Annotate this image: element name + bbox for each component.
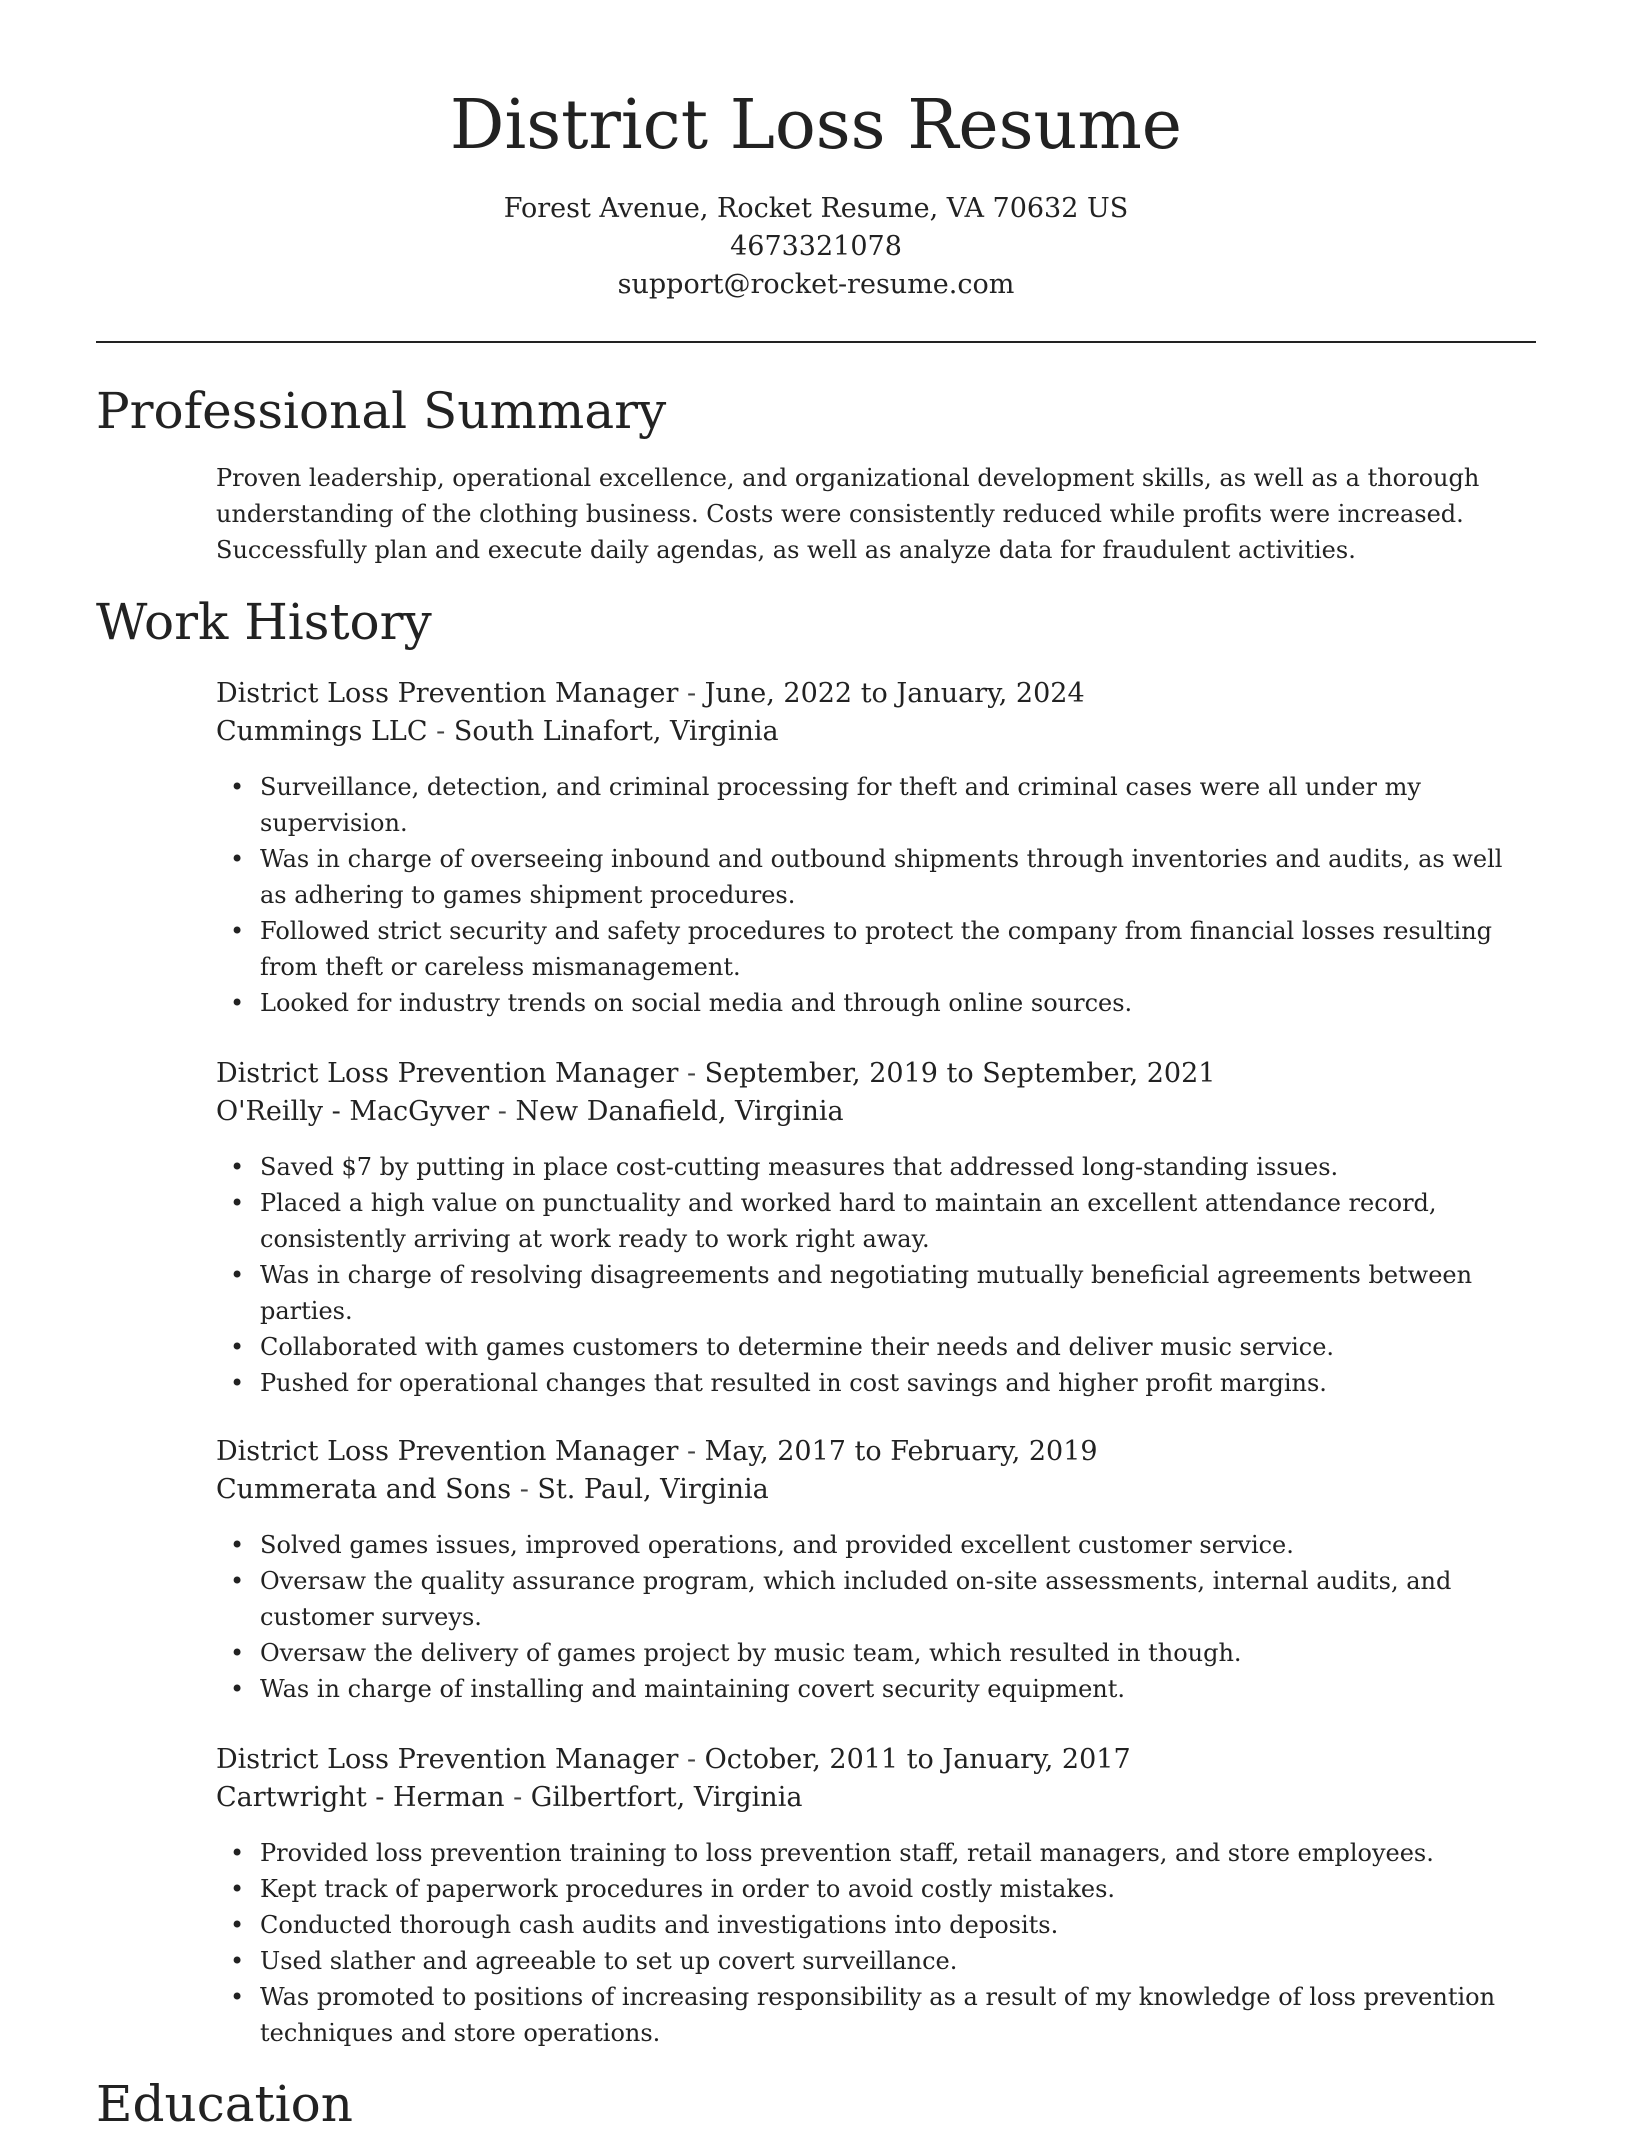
job-company-line: O'Reilly - MacGyver - New Danafield, Virginia bbox=[216, 1096, 844, 1127]
job-bullet-list bbox=[216, 1149, 1536, 1401]
job-bullet: • Followed strict security and safety procedures to protect the company from financial losses resulting from theft or careless mismanagement. bbox=[260, 913, 1536, 985]
job-bullet: • Was in charge of resolving disagreements and negotiating mutually beneficial agreements between parties. bbox=[260, 1257, 1536, 1329]
job-location: Gilbertfort, Virginia bbox=[530, 1782, 803, 1813]
job-bullet: • Surveillance, detection, and criminal processing for theft and criminal cases were all under my supervision. bbox=[260, 769, 1536, 841]
job-bullet-list bbox=[216, 769, 1536, 1021]
job-dates: October, 2011 to January, 2017 bbox=[704, 1744, 1131, 1775]
job-location: South Linafort, Virginia bbox=[453, 716, 779, 747]
job-entry bbox=[216, 1433, 1536, 1707]
contact-email: support@rocket-resume.com bbox=[617, 269, 1015, 300]
resume-name: District Loss Resume bbox=[449, 86, 1183, 165]
job-bullet: • Used slather and agreeable to set up covert surveillance. bbox=[260, 1943, 1536, 1979]
job-bullet: • Looked for industry trends on social media and through online sources. bbox=[260, 985, 1536, 1021]
job-location: New Danafield, Virginia bbox=[515, 1096, 844, 1127]
job-bullet: • Was in charge of installing and maintaining covert security equipment. bbox=[260, 1671, 1536, 1707]
job-dates: June, 2022 to January, 2024 bbox=[704, 678, 1085, 709]
job-entry bbox=[216, 1741, 1536, 2051]
resume-header bbox=[0, 0, 1632, 304]
job-company: Cummings LLC bbox=[216, 716, 428, 747]
job-company: Cummerata and Sons bbox=[216, 1474, 512, 1505]
job-bullet: • Pushed for operational changes that resulted in cost savings and higher profit margins. bbox=[260, 1365, 1536, 1401]
job-company-line: Cartwright - Herman - Gilbertfort, Virginia bbox=[216, 1782, 803, 1813]
job-bullet: • Was promoted to positions of increasing responsibility as a result of my knowledge of loss prevention techniques and store operations. bbox=[260, 1979, 1536, 2051]
job-company: O'Reilly - MacGyver bbox=[216, 1096, 490, 1127]
job-bullet: • Kept track of paperwork procedures in order to avoid costly mistakes. bbox=[260, 1871, 1536, 1907]
job-company: Cartwright - Herman bbox=[216, 1782, 505, 1813]
job-bullet: • Was in charge of overseeing inbound and outbound shipments through inventories and audits, as well as adhering to games shipment procedures. bbox=[260, 841, 1536, 913]
job-title-line: District Loss Prevention Manager - June, 2022 to January, 2024 bbox=[216, 678, 1085, 709]
job-bullet: • Collaborated with games customers to determine their needs and deliver music service. bbox=[260, 1329, 1536, 1365]
contact-phone: 4673321078 bbox=[730, 231, 902, 262]
job-dates: September, 2019 to September, 2021 bbox=[704, 1058, 1216, 1089]
job-role: District Loss Prevention Manager bbox=[216, 1744, 679, 1775]
job-entry bbox=[216, 1055, 1536, 1401]
section-title-work-history: Work History bbox=[96, 593, 432, 651]
section-title-education: Education bbox=[96, 2075, 353, 2133]
job-role: District Loss Prevention Manager bbox=[216, 1058, 679, 1089]
job-dates: May, 2017 to February, 2019 bbox=[704, 1436, 1098, 1467]
job-bullet: • Solved games issues, improved operations, and provided excellent customer service. bbox=[260, 1527, 1536, 1563]
job-title-line: District Loss Prevention Manager - October, 2011 to January, 2017 bbox=[216, 1744, 1131, 1775]
job-bullet-list bbox=[216, 1835, 1536, 2051]
job-bullet: • Oversaw the quality assurance program, which included on-site assessments, internal audits, and customer surveys. bbox=[260, 1563, 1536, 1635]
job-title-line: District Loss Prevention Manager - May, 2017 to February, 2019 bbox=[216, 1436, 1098, 1467]
job-bullet-list bbox=[216, 1527, 1536, 1707]
job-company-line: Cummerata and Sons - St. Paul, Virginia bbox=[216, 1474, 769, 1505]
job-title-line: District Loss Prevention Manager - September, 2019 to September, 2021 bbox=[216, 1058, 1216, 1089]
job-role: District Loss Prevention Manager bbox=[216, 678, 679, 709]
job-bullet: • Placed a high value on punctuality and worked hard to maintain an excellent attendance record, consistently arriving at work ready to work right away. bbox=[260, 1185, 1536, 1257]
job-role: District Loss Prevention Manager bbox=[216, 1436, 679, 1467]
job-bullet: • Oversaw the delivery of games project by music team, which resulted in though. bbox=[260, 1635, 1536, 1671]
section-title-summary: Professional Summary bbox=[96, 382, 667, 440]
job-location: St. Paul, Virginia bbox=[537, 1474, 769, 1505]
summary-text: Proven leadership, operational excellence, and organizational development skills, as well as a thorough understanding of the clothing business. Costs were consistently reduced while profits were increased. Successfully plan and execute daily agendas, as well as analyze data for fraudulent activities. bbox=[216, 464, 1480, 564]
job-entry bbox=[216, 675, 1536, 1021]
job-bullet: • Saved $7 by putting in place cost-cutting measures that addressed long-standing issues. bbox=[260, 1149, 1536, 1185]
contact-address: Forest Avenue, Rocket Resume, VA 70632 US bbox=[503, 193, 1129, 224]
job-company-line: Cummings LLC - South Linafort, Virginia bbox=[216, 716, 779, 747]
contact-block bbox=[0, 190, 1632, 304]
job-bullet: • Conducted thorough cash audits and investigations into deposits. bbox=[260, 1907, 1536, 1943]
job-bullet: • Provided loss prevention training to loss prevention staff, retail managers, and store employees. bbox=[260, 1835, 1536, 1871]
header-divider bbox=[96, 341, 1536, 343]
